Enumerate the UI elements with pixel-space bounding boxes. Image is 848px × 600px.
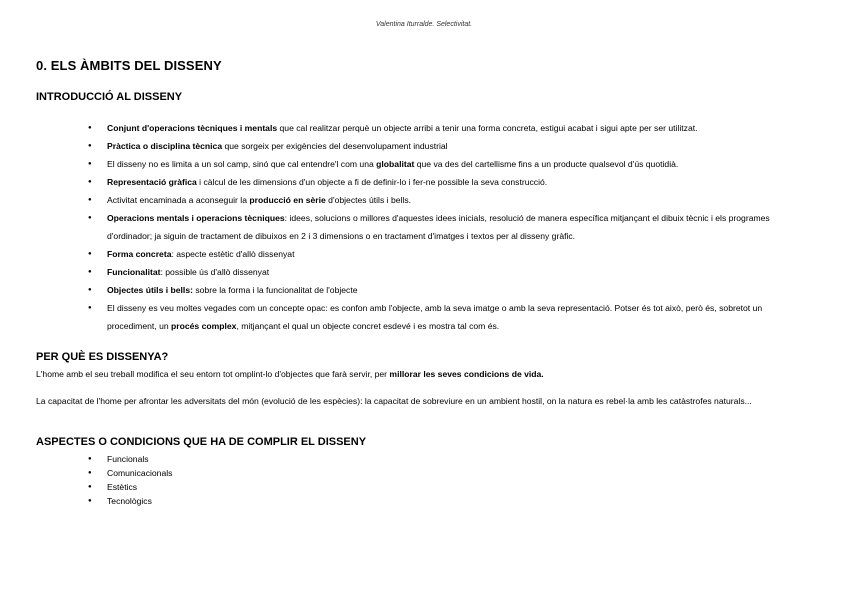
page-header: Valentina Iturralde. Selectivitat. <box>375 21 473 28</box>
list-item-text: que va des del cartellisme fins a un producte qualsevol d'ús quotidià. <box>414 159 679 169</box>
list-item-bold: Funcionalitat <box>107 267 161 277</box>
list-item-text: El disseny es veu moltes vegades com un concepte opac: es confon amb l'objecte, amb la seva imatge o amb la seva representació. Potser és tot això, però és, sobretot un procediment, un <box>107 303 763 331</box>
list-item-bold: Representació gràfica <box>107 177 197 187</box>
list-item-text: : aspecte estètic d'allò dissenyat <box>171 249 295 259</box>
paragraph-bold: millorar les seves condicions de vida. <box>389 369 544 379</box>
section-heading-aspects: ASPECTES O CONDICIONS QUE HA DE COMPLIR EL DISSENY <box>36 436 367 448</box>
list-item-text: , mitjançant el qual un objecte concret esdevé i es mostra tal com és. <box>236 321 500 331</box>
paragraph: La capacitat de l'home per afrontar les adversitats del món (evolució de les espècies): la capacitat de sobreviure en un ambient hostil, on la natura es rebel·la amb les catàstrofes naturals... <box>36 396 752 406</box>
section-heading-why: PER QUÈ ES DISSENYA? <box>36 351 169 363</box>
list-item-bold: procés complex <box>171 321 237 331</box>
list-item: ● Estètics <box>36 480 172 494</box>
list-item <box>36 281 808 299</box>
list-item: ● Tecnològics <box>36 494 172 508</box>
list-item <box>36 191 808 209</box>
list-item-text: que sorgeix per exigències del desenvolupament industrial <box>222 141 448 151</box>
list-item-bold: producció en sèrie <box>249 195 326 205</box>
document-title: 0. ELS ÀMBITS DEL DISSENY <box>36 58 222 73</box>
list-item <box>36 209 808 245</box>
list-item <box>36 155 808 173</box>
list-item-bold: Conjunt d'operacions tècniques i mentals <box>107 123 278 133</box>
list-item <box>36 137 808 155</box>
section-heading-intro: INTRODUCCIÓ AL DISSENY <box>36 91 183 103</box>
list-item <box>36 245 808 263</box>
list-item: ● Comunicacionals <box>36 466 172 480</box>
list-item-bold: Objectes útils i bells: <box>107 285 193 295</box>
aspects-list <box>36 452 172 508</box>
list-item-text: d'objectes útils i bells. <box>325 195 412 205</box>
list-item-bold: Pràctica o disciplina tècnica <box>107 141 223 151</box>
list-item-text: i càlcul de les dimensions d'un objecte a fi de definir-lo i fer-ne possible la seva construcció. <box>196 177 548 187</box>
list-item <box>36 173 808 191</box>
list-item-text: que cal realitzar perquè un objecte arribi a tenir una forma concreta, estigui acabat i sigui apte per ser utilitzat. <box>277 123 698 133</box>
list-item <box>36 119 808 137</box>
list-item-text: sobre la forma i la funcionalitat de l'objecte <box>192 285 358 295</box>
intro-list <box>36 119 808 335</box>
list-item-text: : possible ús d'allò dissenyat <box>160 267 270 277</box>
list-item-text: : idees, solucions o millores d'aquestes idees inicials, resolució de manera específica mitjançant el dibuix tècnic i els programes d'ordinador; ja siguin de tractament de dibuixos en 2 i 3 dimensions o en tractament d'imatges i textos per al disseny gràfic. <box>107 213 770 241</box>
list-item: ● Funcionals <box>36 452 172 466</box>
list-item-bold: Forma concreta <box>107 249 172 259</box>
list-item-text: El disseny no es limita a un sol camp, sinó que cal entendre'l com una <box>107 159 377 169</box>
list-item <box>36 263 808 281</box>
paragraph-text: L'home amb el seu treball modifica el seu entorn tot omplint-lo d'objectes que farà servir, per <box>36 369 390 379</box>
paragraph <box>36 368 808 381</box>
list-item <box>36 299 808 335</box>
list-item-bold: Operacions mentals i operacions tècniques <box>107 213 285 223</box>
list-item-bold: globalitat <box>376 159 415 169</box>
list-item-text: Activitat encaminada a aconseguir la <box>107 195 250 205</box>
